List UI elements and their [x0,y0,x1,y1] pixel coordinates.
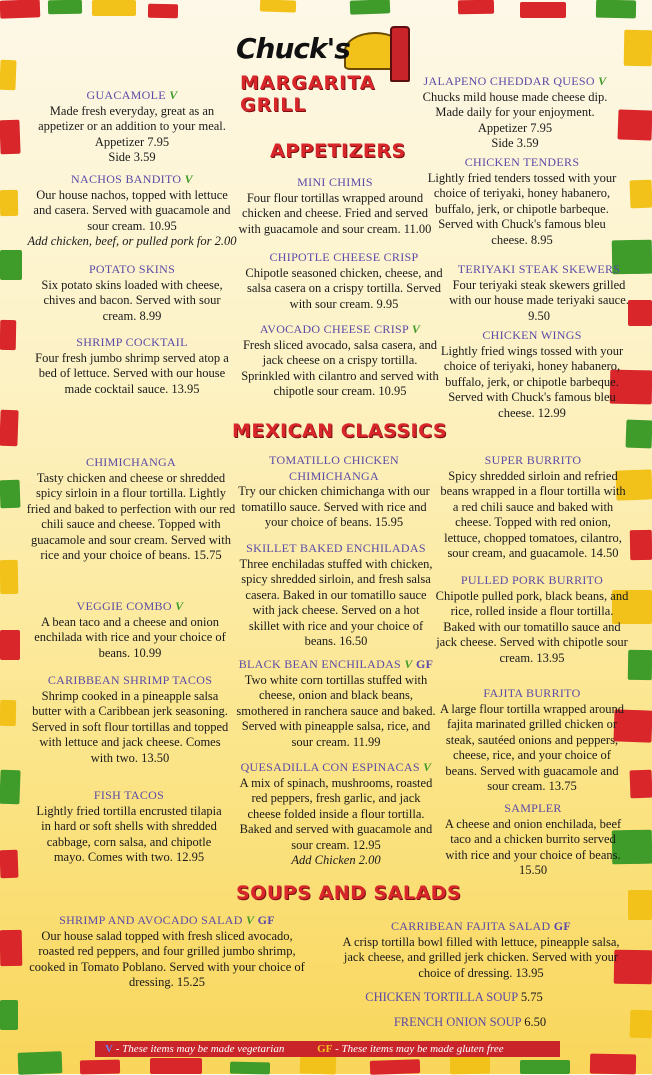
border-tile [260,0,296,13]
border-tile [300,1055,337,1074]
border-tile [150,1058,202,1074]
border-tile [0,1000,18,1030]
border-tile [0,410,19,447]
border-tile [630,770,652,799]
menu-item-mini-chimis: MINI CHIMIS Four flour tortillas wrapped around chicken and cheese. Fried and served with guacamole and sour cream. 11.00 [238,175,432,236]
menu-item-sampler: SAMPLER A cheese and onion enchilada, beef taco and a chicken burrito served with rice and your choice of beans. 15.50 [444,801,622,877]
logo-line1: Chuck's [236,32,350,65]
menu-item-black-bean-enchiladas: BLACK BEAN ENCHILADAS V GF Two white corn tortillas stuffed with cheese, onion and black beans, smothered in ranchera sauce and baked. Served with pineapple salsa, rice, and sour cream. 11.99 [236,657,436,749]
border-tile [350,0,390,15]
menu-item-teriyaki-skewers: TERIYAKI STEAK SKEWERS Four teriyaki steak skewers grilled with our house made teriyaki sauce. 9.50 [449,262,629,323]
border-tile [590,1054,636,1075]
menu-item-tortilla-soup: CHICKEN TORTILLA SOUP 5.75 [365,990,543,1004]
border-tile [617,109,652,140]
border-tile [0,560,18,594]
border-tile [596,0,636,18]
border-tile [0,480,20,509]
border-tile [0,320,16,350]
border-tile [370,1059,420,1075]
border-tile [630,530,652,560]
menu-item-pulled-pork-burrito: PULLED PORK BURRITO Chipotle pulled pork, black beans, and rice, rolled inside a flour tortilla. Baked with our tomatillo sauce and jack cheese. Served with chipotle sour cream. 13.95 [435,573,629,665]
border-tile [626,420,652,449]
logo [232,26,418,116]
border-tile [0,0,40,19]
border-tile [0,630,20,660]
menu-item-guacamole: GUACAMOLE V Made fresh everyday, great as an appetizer or an addition to your meal. Appetizer 7.95 Side 3.59 [38,88,226,164]
border-tile [0,60,17,91]
menu-item-super-burrito: SUPER BURRITO Spicy shredded sirloin and refried beans wrapped in a flour tortilla with a red chili sauce and baked with cheese. Topped with red onion, lettuce, chopped tomatoes, cilantro, sour cream, and guacamole. 14.50 [440,453,626,560]
border-tile [624,30,652,66]
menu-item-potato-skins: POTATO SKINS Six potato skins loaded with cheese, chives and bacon. Served with sour cream. 8.99 [41,262,223,323]
menu-item-caribbean-fajita-salad: CARRIBEAN FAJITA SALAD GF A crisp tortilla bowl filled with lettuce, pineapple salsa, jack cheese, and grilled jerk chicken. Served with your choice of dressing. 13.95 [342,919,620,980]
border-tile [0,850,18,879]
menu-item-tomatillo-chimichanga: TOMATILLO CHICKEN CHIMICHANGA Try our chicken chimichanga with our tomatillo sauce. Served with rice and your choice of beans. 15.95 [238,453,430,529]
menu-item-veggie-combo: VEGGIE COMBO V A bean taco and a cheese and onion enchilada with rice and your choice of beans. 10.99 [34,599,226,660]
menu-item-chicken-tenders: CHICKEN TENDERS Lightly fried tenders tossed with your choice of teriyaki, honey habanero, buffalo, jerk, or chipotle barbeque. Served with Chuck's famous bleu cheese. 8.95 [427,155,617,247]
border-tile [0,250,22,280]
menu-item-shrimp-cocktail: SHRIMP COCKTAIL Four fresh jumbo shrimp served atop a bed of lettuce. Served with our house made cocktail sauce. 13.95 [35,335,229,396]
border-tile [520,2,566,18]
menu-item-nachos: NACHOS BANDITO V Our house nachos, topped with lettuce and casera. Served with guacamole and sour cream. 10.95 Add chicken, beef, or pulled pork for 2.00 [27,172,237,248]
border-tile [458,0,494,14]
border-tile [0,930,22,966]
border-tile [630,1010,652,1039]
menu-item-onion-soup: FRENCH ONION SOUP 6.50 [393,1015,547,1029]
menu-item-chipotle-crisp: CHIPOTLE CHEESE CRISP Chipotle seasoned chicken, cheese, and salsa casera on a crispy tortilla. Served with sour cream. 9.95 [245,250,443,311]
border-tile [628,650,652,680]
border-tile [92,0,136,16]
menu-item-fajita-burrito: FAJITA BURRITO A large flour tortilla wrapped around fajita marinated grilled chicken or steak, sautéed onions and peppers, cheese, rice, and your choice of beans. Served with guacamole and sour cream. 13.75 [439,686,625,793]
border-tile [0,190,18,216]
border-tile [148,4,178,19]
menu-item-quesadilla: QUESADILLA CON ESPINACAS V A mix of spinach, mushrooms, roasted red peppers, fresh garlic, and jack cheese folded inside a flour tortilla. Baked and served with guacamole and sour cream. 12.95 Add Chicken 2.00 [239,760,433,867]
section-soups-salads: SOUPS AND SALADS [236,882,462,904]
dietary-legend: V - These items may be made vegetarian GF - These items may be made gluten free [95,1041,560,1057]
menu-item-queso: JALAPENO CHEDDAR QUESO V Chucks mild house made cheese dip. Made daily for your enjoyment. Appetizer 7.95 Side 3.59 [422,74,608,150]
border-tile [18,1051,63,1075]
border-tile [450,1056,490,1075]
menu-item-avocado-crisp: AVOCADO CHEESE CRISP V Fresh sliced avocado, salsa casera, and jack cheese on a crispy tortilla. Sprinkled with cilantro and served with chipotle sour cream. 10.95 [241,322,439,398]
section-mexican-classics: MEXICAN CLASSICS [232,420,448,442]
border-tile [630,180,652,209]
menu-item-chicken-wings: CHICKEN WINGS Lightly fried wings tossed with your choice of teriyaki, honey habanero, buffalo, jerk, or chipotle barbeque. Served with Chuck's famous bleu cheese. 12.99 [440,328,624,420]
border-tile [80,1060,120,1075]
border-tile [0,770,21,805]
border-tile [0,120,21,155]
menu-item-shrimp-avocado-salad: SHRIMP AND AVOCADO SALAD V GF Our house salad topped with fresh sliced avocado, roasted red peppers, and four grilled jumbo shrimp, cooked in Tomato Poblano. Served with your choice of dressing. 15.25 [29,913,305,989]
border-tile [0,700,16,726]
section-appetizers: APPETIZERS [270,140,406,162]
logo-line2: MARGARITA GRILL [240,72,376,116]
border-tile [48,0,82,14]
menu-item-skillet-enchiladas: SKILLET BAKED ENCHILADAS Three enchiladas stuffed with chicken, spicy shredded sirloin, and fresh salsa casera. Baked in our tomatillo sauce with jack cheese. Served on a hot skillet with rice and your choice of beans. 16.50 [239,541,433,648]
menu-item-fish-tacos: FISH TACOS Lightly fried tortilla encrusted tilapia in hard or soft shells with shredded cabbage, corn salsa, and chipotle mayo. Comes with two. 12.95 [36,788,222,864]
border-tile [520,1060,570,1074]
menu-item-caribbean-tacos: CARIBBEAN SHRIMP TACOS Shrimp cooked in a pineapple salsa butter with a Caribbean jerk seasoning. Served in soft flour tortillas and topped with lettuce and jack cheese. Comes with two. 13.50 [31,673,229,765]
border-tile [230,1062,270,1075]
menu-item-chimichanga: CHIMICHANGA Tasty chicken and cheese or shredded spicy sirloin in a flour tortilla. Lightly fried and baked to perfection with our red chili sauce and cheese. Topped with guacamole and sour cream. Served with rice and your choice of beans. 15.75 [26,455,236,562]
border-tile [628,890,652,920]
